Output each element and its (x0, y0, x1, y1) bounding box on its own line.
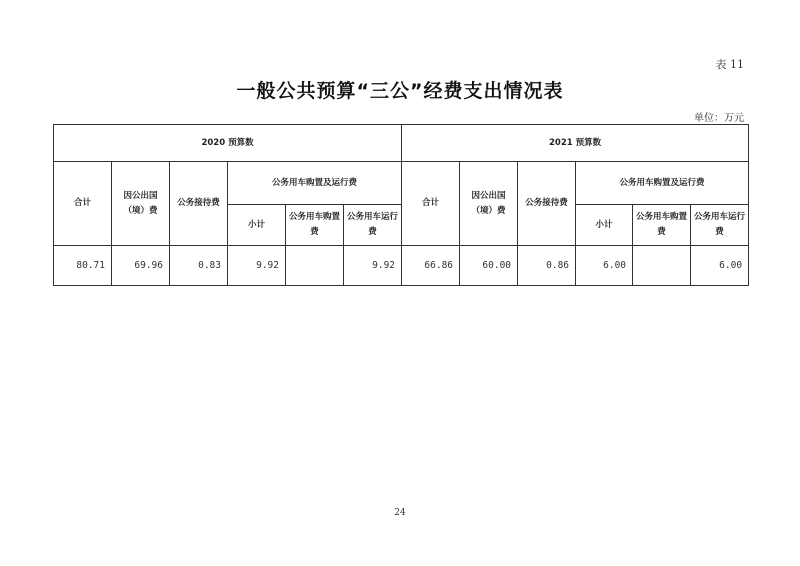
header-total-2020: 合计 (54, 162, 112, 246)
header-subtotal-2021: 小计 (576, 205, 633, 246)
cell-overseas-2020: 69.96 (112, 246, 170, 286)
table-row (54, 246, 749, 286)
cell-overseas-2021: 60.00 (460, 246, 518, 286)
unit-label: 单位：万元 (694, 113, 744, 124)
cell-subtotal-2021: 6.00 (576, 246, 633, 286)
header-subtotal-2020: 小计 (228, 205, 286, 246)
header-total-2021: 合计 (402, 162, 460, 246)
year-2021-header: 2021 预算数 (402, 125, 749, 162)
header-reception-2020: 公务接待费 (170, 162, 228, 246)
header-vehicle-operation-2021: 公务用车运行费 (691, 205, 749, 246)
cell-subtotal-2020: 9.92 (228, 246, 286, 286)
cell-total-2020: 80.71 (54, 246, 112, 286)
cell-vehicle-purchase-2021 (633, 246, 691, 286)
header-vehicle-group-2021: 公务用车购置及运行费 (576, 162, 749, 205)
page-number: 24 (394, 508, 406, 518)
cell-reception-2020: 0.83 (170, 246, 228, 286)
page-title: 一般公共预算“三公”经费支出情况表 (236, 80, 564, 102)
cell-vehicle-operation-2021: 6.00 (691, 246, 749, 286)
table-number: 表 11 (715, 58, 744, 71)
header-overseas-2020: 因公出国（境）费 (112, 162, 170, 246)
year-2020-header: 2020 预算数 (54, 125, 402, 162)
column-header-row (54, 162, 749, 205)
cell-reception-2021: 0.86 (518, 246, 576, 286)
header-vehicle-group-2020: 公务用车购置及运行费 (228, 162, 402, 205)
year-header-row (54, 125, 749, 162)
budget-table (53, 124, 749, 286)
cell-vehicle-operation-2020: 9.92 (344, 246, 402, 286)
cell-vehicle-purchase-2020 (286, 246, 344, 286)
header-overseas-2021: 因公出国（境）费 (460, 162, 518, 246)
header-vehicle-operation-2020: 公务用车运行费 (344, 205, 402, 246)
header-reception-2021: 公务接待费 (518, 162, 576, 246)
header-vehicle-purchase-2021: 公务用车购置费 (633, 205, 691, 246)
header-vehicle-purchase-2020: 公务用车购置费 (286, 205, 344, 246)
cell-total-2021: 66.86 (402, 246, 460, 286)
